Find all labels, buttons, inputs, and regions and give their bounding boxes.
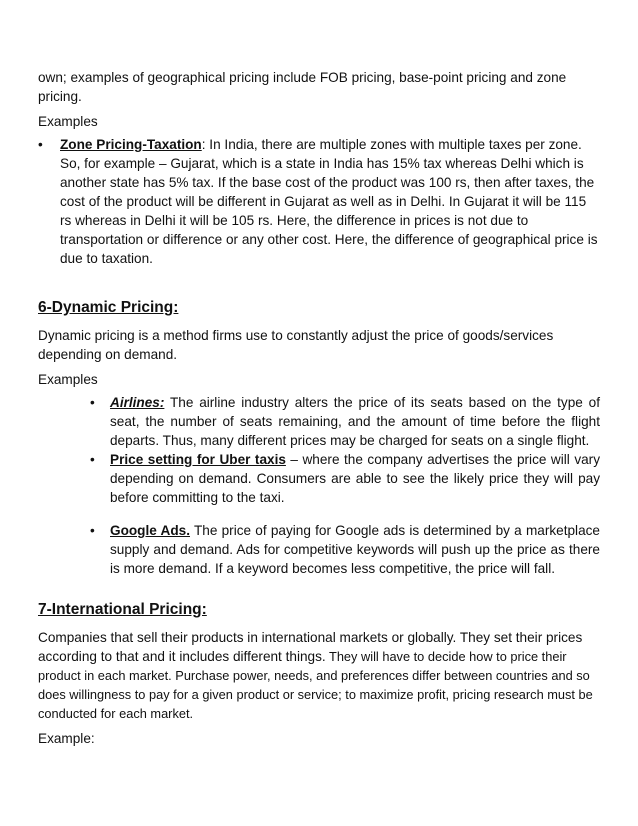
international-example-label: Example: bbox=[38, 731, 95, 746]
bullet-icon: • bbox=[90, 395, 95, 410]
list-item bbox=[90, 521, 600, 578]
document-page bbox=[38, 68, 600, 748]
bullet-icon: • bbox=[90, 452, 95, 467]
zone-bullet-list bbox=[38, 135, 600, 268]
list-item bbox=[90, 393, 600, 450]
google-ads-text: The price of paying for Google ads is determined by a marketplace supply and demand. Ads for competitive keywords will push up the price as there is more demand. If a keyword becomes less competitive, the price will fall. bbox=[110, 523, 600, 576]
international-body bbox=[38, 628, 600, 723]
section-heading-international-pricing: 7-International Pricing: bbox=[38, 601, 207, 618]
bullet-icon: • bbox=[38, 137, 43, 152]
section-heading-dynamic-pricing: 6-Dynamic Pricing: bbox=[38, 299, 179, 316]
airlines-term: Airlines: bbox=[110, 395, 165, 410]
dynamic-examples-label: Examples bbox=[38, 372, 98, 387]
examples-label: Examples bbox=[38, 114, 98, 129]
list-item bbox=[38, 135, 600, 268]
zone-term: Zone Pricing-Taxation bbox=[60, 137, 202, 152]
dynamic-bullet-list bbox=[38, 393, 600, 578]
list-item bbox=[90, 450, 600, 507]
google-ads-term: Google Ads. bbox=[110, 523, 190, 538]
uber-text: – where the company advertises the price will vary depending on demand. Consumers are able to see the likely price they will pay before committing to the taxi. bbox=[110, 452, 600, 505]
zone-text: : In India, there are multiple zones with multiple taxes per zone. So, for example – Gujarat, which is a state in India has 15% tax whereas Delhi which is another state has 5% tax. If the base cost of the product was 100 rs, then after taxes, the cost of the product will be different in Gujarat as well as in Delhi. In Gujarat it will be 115 rs whereas in Delhi it will be 105 rs. Here, the difference in prices is not due to transportation or difference or any other cost. Here, the difference of geographical price is due to taxation. bbox=[60, 137, 598, 266]
airlines-text: The airline industry alters the price of its seats based on the type of seat, the number of seats remaining, and the amount of time before the flight departs. Thus, many different prices may be charged for seats on a single flight. bbox=[110, 395, 600, 448]
bullet-icon: • bbox=[90, 523, 95, 538]
uber-term: Price setting for Uber taxis bbox=[110, 452, 286, 467]
international-body-rest: They will have to decide how to price their product in each market. Purchase power, needs, and preferences differ between countries and so does willingness to pay for a given product or service; to maximize profit, pricing research must be conducted for each market. bbox=[38, 649, 593, 721]
dynamic-body: Dynamic pricing is a method firms use to constantly adjust the price of goods/services depending on demand. bbox=[38, 328, 554, 362]
international-body-line1: Companies that sell their products in international markets or globally. They set their prices bbox=[38, 630, 583, 645]
international-body-line2: according to that and it includes different things. bbox=[38, 649, 326, 664]
list-spacer bbox=[38, 507, 600, 521]
intro-paragraph: own; examples of geographical pricing include FOB pricing, base-point pricing and zone pricing. bbox=[38, 70, 567, 104]
